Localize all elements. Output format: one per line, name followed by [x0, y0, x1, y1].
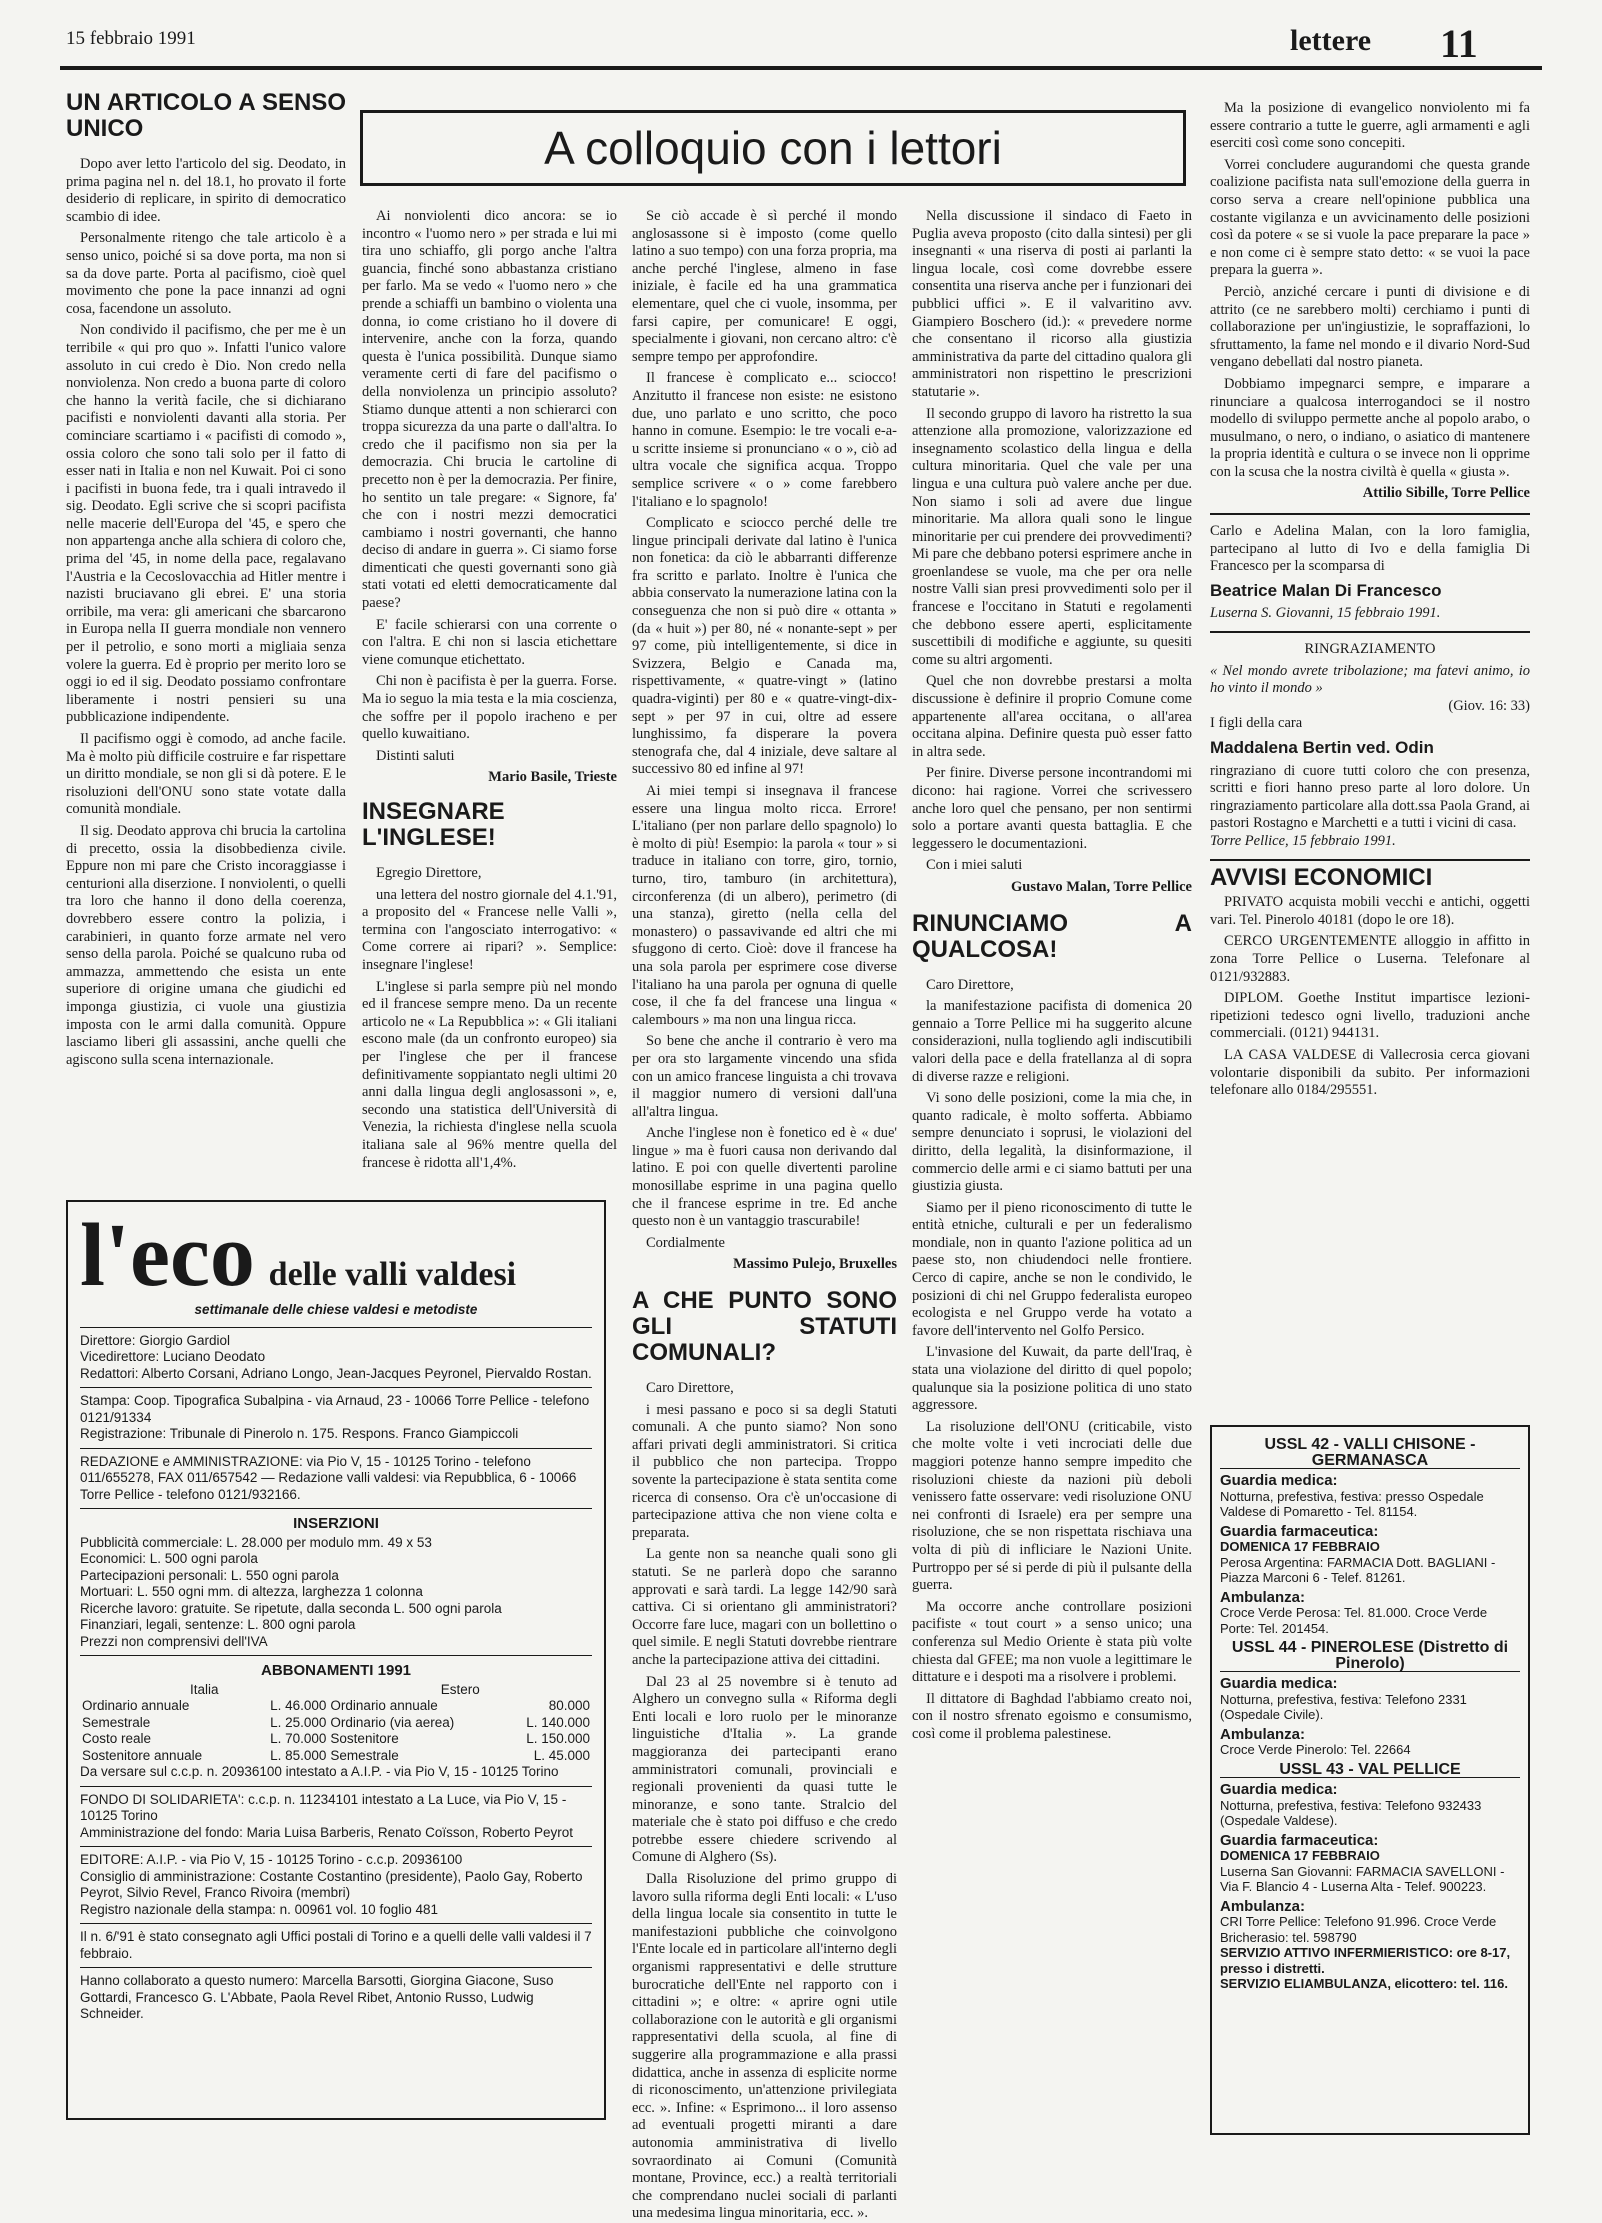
paragraph: L'invasione del Kuwait, da parte dell'Iraq, è stata una violazione del diritto di quel popolo; qualunque sia la posizione politica di uno stato aggressore.	[912, 1344, 1192, 1414]
ringraziamento-intro: I figli della cara	[1210, 715, 1303, 732]
lutto-name: Beatrice Malan Di Francesco	[1210, 580, 1442, 600]
table-cell: L. 85.000	[270, 1747, 327, 1763]
table-cell: Ordinario annuale	[82, 1698, 190, 1713]
abbonamenti-estero-header: Estero	[440, 1681, 480, 1697]
article-column-2	[362, 208, 617, 1171]
paragraph: Chi non è pacifista è per la guerra. Forse. Ma io seguo la mia testa e la mia coscienza, che soffre per il popolo iracheno e per quello kuwaitiano.	[362, 673, 617, 743]
paragraph: Personalmente ritengo che tale articolo è a senso unico, poiché si sa dove porta, ma non si sa da dove parte. Porta al pacifismo, cioè quel movimento che pone la pace innanzi ad ogni cosa, facendone un assoluto.	[66, 230, 346, 317]
eco-subtitle: settimanale delle chiese valdesi e metodiste	[194, 1302, 478, 1317]
paragraph: Siamo per il pieno riconoscimento di tutte le entità etniche, culturali e per un federalismo mondiale, non in quanto l'azione politica ad un paese sto, non chiudendoci nelle frontiere. Cerco di capire, anche se non le condivido, le posizioni di chi nel Gruppo federalista europeo ecologista e nel Gruppo verde ha votato a favore dell'intervento nel Golfo Persico.	[912, 1199, 1192, 1339]
paragraph: L'inglese si parla sempre più nel mondo ed il francese sempre meno. Da un recente articolo ne « La Repubblica »: « Gli italiani escono male (da un confronto europeo) sia per l'inglese che per il francese definitivamente soppiantato negli ultimi 20 anni dalla lingua degli anglosassoni », e, secondo una statistica dell'Università di Venezia, la richiesta d'inglese nella scuola italiana sale al 96% mentre quella del francese è ridotta all'1,4%.	[362, 978, 617, 1171]
paragraph: Il pacifismo oggi è comodo, ad anche facile. Ma è molto più difficile costruire e far rispettare un diritto mondiale, se non gli si dà potere. E le risoluzioni dell'ONU sono state votate dalla comunità mondiale.	[66, 731, 346, 818]
eco-consiglio: Consiglio di amministrazione: Costante Costantino (presidente), Paolo Gay, Roberto Peyrot, Silvio Revel, Franco Rivoira (membri)	[80, 1868, 583, 1900]
eco-masthead-box	[66, 1200, 606, 2120]
paragraph: Ma la posizione di evangelico nonviolento mi fa essere contrario a tutte le guerre, agli armamenti e agli eserciti così come sono concepiti.	[1210, 100, 1530, 152]
paragraph: Dalla Risoluzione del primo gruppo di lavoro sulla riforma degli Enti locali: « L'uso della lingua locale sia consentito in tutte le manifestazioni pubbliche che coinvolgono l'Ente locale ed in particolare all'interno degli organismi rappresentativi e delle strutture burocratiche dell'Ente nel rapporto con i cittadini »; e oltre: « aprire ogni utile collaborazione con le autorità e gli organismi rappresentativi della scuola, al fine di suggerire alla programmazione e alla prassi didattica, anche in assenza di esplicite norme di riconoscimento, un'attenzione privilegiata ecc. ». Infine: « Esprimono... il loro assenso ad eventuali progetti miranti a dare autonomia amministrativa di livello sovraordinato ai Comuni (Comunità montane, Province, ecc.) a realtà territoriali che comprendano nuclei sociali di parlanti una medesima lingua minoritaria, ecc. ».	[632, 1871, 897, 2222]
eco-staff-line: Vicedirettore: Luciano Deodato	[80, 1349, 266, 1364]
ussl-entry: Ambulanza:	[1220, 1725, 1306, 1743]
divider	[1210, 513, 1530, 515]
eco-stampa-line: Stampa: Coop. Tipografica Subalpina - via Arnaud, 23 - 10066 Torre Pellice - telefono 0121/91334	[80, 1393, 590, 1425]
paragraph: Nella discussione il sindaco di Faeto in Puglia aveva proposto (cito dalla sintesi) per gli insegnanti « una riserva di posti ai parlanti la lingua locale, così come dovrebbe essere consentita una riserva anche per i funzionari dei pubblici uffici ». E il valvaritino avv. Giampiero Boschero (id.): « prevedere norme che consentano il ricorso alla giustizia amministrativa da parte del cittadino qualora gli amministratori non rispettino le prescrizioni statutarie ».	[912, 208, 1192, 400]
eco-collaborato: Hanno collaborato a questo numero: Marcella Barsotti, Giorgina Giacone, Suso Gottardi, Francesco G. L'Abbate, Paola Revel Ribet, Antonio Russo, Ludwig Schneider.	[80, 1967, 592, 2028]
table-cell: Ordinario annuale	[330, 1698, 438, 1713]
table-row	[80, 1698, 592, 1715]
ringraziamento-place-date: Torre Pellice, 15 febbraio 1991.	[1210, 832, 1396, 849]
table-cell: Semestrale	[330, 1747, 399, 1763]
ussl-entry: Guardia medica:	[1220, 1675, 1338, 1692]
salutation: Egregio Direttore,	[376, 865, 482, 881]
avviso-item: DIPLOM. Goethe Institut impartisce lezioni-ripetizioni tedesco ogni livello, traduzioni anche commerciali. (0121) 944131.	[1210, 990, 1530, 1042]
table-cell: L. 140.000	[526, 1714, 590, 1730]
eco-inserzioni	[80, 1508, 592, 1655]
ussl-entry: DOMENICA 17 FEBBRAIO	[1220, 1848, 1380, 1863]
lutto-notice	[1210, 523, 1530, 623]
article-title-statuti: A CHE PUNTO SONO GLI STATUTI COMUNALI?	[632, 1287, 897, 1367]
salutation: Caro Direttore,	[646, 1380, 734, 1397]
paragraph: Complicato e sciocco perché delle tre lingue principali derivate dal latino è l'unica non fonetica: da ciò le abbarranti differenze fra scritto e parlato. Inoltre è l'unica che abbia conservato la numerazione latina con la conseguenza che non si può dire « ottanta » (da « huit ») per 80, né « nonante-sept » per 97 come, più intelligentemente, si dice in Svizzera, Belgio e Canada ma, rispettivamente, « quatre-vingt » (latino quadra-viginti) per 80 e « quatre-vingt-dix-sept » per 97 in cui, oltre ad essere lunghissimo, fa disperare la povera stenografa che, dal 4 iniziale, deve saltare al successivo 80 ed infine al 97!	[632, 515, 897, 778]
paragraph: Il sig. Deodato approva chi brucia la cartolina di precetto, ossia la disobbedienza civile. Eppure non mi pare che Cristo incoraggiasse i centurioni alla diserzione. I nonviolenti, o quelli tra loro che hanno il dono della coerenza, dovrebbero essere contro la polizia, i carabinieri, in quanto forze armate nel vero senso della parola. Poiché se qualcuno ruba od ammazza, ammettendo che esista un ente superiore di origine umana che giudichi ed imponga giustizia, ci vuole una giustizia imposta con le armi dalla comunità. Oppure lasciamo liberi gli assassini, anche quelli che agiscono sulla scena internazionale.	[66, 822, 346, 1068]
eco-inserzione: Pubblicità commerciale: L. 28.000 per modulo mm. 49 x 53	[80, 1534, 432, 1550]
eco-abbonamenti	[80, 1655, 592, 1786]
section-banner: A colloquio con i lettori	[360, 110, 1186, 186]
paragraph: Distinti saluti	[376, 747, 455, 764]
paragraph: Dobbiamo impegnarci sempre, e imparare a rinunciare a qualcosa interrogandoci se il nostro modello di sviluppo permette anche al popolo arabo, o musulmano, o nero, o indiano, o asiatico di mantenere la propria identità e cultura o se invece non li opprime con la scusa che la nostra civiltà è quella « giusta ».	[1210, 375, 1530, 480]
ussl-entry: Ambulanza:	[1220, 1588, 1306, 1606]
ussl-box	[1210, 1425, 1530, 2135]
table-row	[80, 1748, 592, 1765]
paragraph: Dopo aver letto l'articolo del sig. Deodato, in prima pagina nel n. del 18.1, ho provato il forte desiderio di replicare, in spirito di democratico scambio di idee.	[66, 156, 346, 225]
table-cell: L. 70.000	[270, 1731, 327, 1746]
paragraph: So bene che anche il contrario è vero ma per ora sto largamente vincendo una sfida con un amico francese linguista a chi trovava il maggior numero di versioni dall'una all'altra lingua.	[632, 1033, 897, 1120]
paragraph: Vorrei concludere augurandomi che questa grande coalizione pacifista nata sull'emozione della guerra in corso serva a creare nell'opinione pubblica una costante vigilanza e un avvicinamento delle posizioni così da potere « se si vuole la pace preparare la pace » e non come ci è sempre stato detto: « se vuoi la pace prepara la guerra ».	[1210, 156, 1530, 279]
avviso-item: PRIVATO acquista mobili vecchi e antichi, oggetti vari. Tel. Pinerolo 40181 (dopo le ore 18).	[1210, 894, 1530, 928]
paragraph: Con i miei saluti	[926, 857, 1023, 874]
paragraph: La risoluzione dell'ONU (criticabile, visto che molte volte i veti incrociati delle due maggiori potenze hanno sempre impedito che risoluzioni chieste da nazioni più deboli venissero fatte osservare: vedi risoluzione ONU nei confronti di Israele) era per sempre una risoluzione, che se non rispettata rischiava una volta di più di infliciare le Nazioni Unite. Purtroppo per sé si perde di più il pulsante della guerra.	[912, 1418, 1192, 1594]
paragraph: Ai nonviolenti dico ancora: se io incontro « l'uomo nero » per strada e lui mi tira uno schiaffo, gli porgo anche l'altra guancia, finché sono abbastanza cristiano per farlo. Ma se vedo « l'uomo nero » che prende a schiaffi un bambino o violenta una donna, io come cristiano ho il dovere di intervenire, anche con la forza, quando questa è l'unica possibilità. Dunque siamo veramente certi di fare del pacifismo o della nonviolenza un principio assoluto? Stiamo dunque attenti a non schierarci con troppa sicurezza da una parte o dall'altra. Io credo che il pacifismo non sia per la democrazia. Chi brucia le cartoline di precetto non è per la democrazia. Per finire, ho sentito un tale pregare: « Signore, fa' che con i nostri mezzi democratici cambiamo i nostri governanti, che hanno deciso di andare in guerra ». Ci siamo forse dimenticati che questi governanti sono già stati votati ed eletti democraticamente dal paese?	[362, 208, 617, 612]
eco-inserzione: Partecipazioni personali: L. 550 ogni parola	[80, 1567, 339, 1583]
eco-stampa	[80, 1387, 592, 1448]
ussl-entry: Perosa Argentina: FARMACIA Dott. BAGLIANI - Piazza Marconi 6 - Telef. 81261.	[1220, 1554, 1496, 1585]
avviso-item: CERCO URGENTEMENTE alloggio in affitto in zona Torre Pellice o Luserna. Telefonare al 0121/932883.	[1210, 933, 1530, 985]
signature-inglese: Massimo Pulejo, Bruxelles	[733, 1256, 897, 1273]
eco-inserzione: Ricerche lavoro: gratuite. Se ripetute, dalla seconda L. 500 ogni parola	[80, 1600, 502, 1616]
ussl-entry: Ambulanza:	[1220, 1897, 1306, 1915]
signature-articolo: Mario Basile, Trieste	[488, 769, 617, 786]
ussl-entry: Guardia medica:	[1220, 1781, 1338, 1798]
section-title: lettere	[1290, 24, 1372, 57]
eco-abbonamenti-title: ABBONAMENTI 1991	[260, 1662, 412, 1679]
avviso-item: LA CASA VALDESE di Vallecrosia cerca giovani volontarie disponibili da subito. Per informazioni telefonare allo 0184/295551.	[1210, 1046, 1530, 1099]
divider	[1210, 631, 1530, 633]
paragraph: Vi sono delle posizioni, come la mia che, in quanto radicale, è molto sofferta. Abbiamo sempre denunciato i soprusi, le violazioni del diritto, della legalità, la disinformazione, il commercio delle armi e ci siamo battuti per una giustizia giusta.	[912, 1090, 1192, 1195]
article-column-1	[66, 90, 346, 1180]
eco-staff	[80, 1327, 592, 1388]
table-cell: Ordinario (via aerea)	[330, 1714, 455, 1730]
signature-rinunciamo: Attilio Sibille, Torre Pellice	[1362, 485, 1530, 502]
eco-fondo-amm: Amministrazione del fondo: Maria Luisa Barberis, Renato Coïsson, Roberto Peyrot	[80, 1824, 573, 1840]
ussl-entry: Guardia farmaceutica:	[1220, 1831, 1379, 1849]
table-cell: Sostenitore annuale	[82, 1747, 203, 1763]
eco-consegna: Il n. 6/'91 è stato consegnato agli Uffici postali di Torino e a quelli delle valli valdesi il 7 febbraio.	[80, 1923, 592, 1967]
paragraph: Per finire. Diverse persone incontrandomi mi dicono: hai ragione. Vorrei che scrivessero anche loro quel che pensano, per non sentirmi solo a portare avanti questa battaglia. E che leggessero le documentazioni.	[912, 765, 1192, 852]
article-column-3	[632, 208, 897, 2222]
table-row	[80, 1731, 592, 1748]
ussl-entry: Guardia medica:	[1220, 1472, 1338, 1489]
abbonamenti-table	[80, 1682, 592, 1765]
article-column-5	[1210, 100, 1530, 1410]
ussl-entry: Croce Verde Perosa: Tel. 81.000. Croce Verde Porte: Tel. 201454.	[1220, 1605, 1488, 1636]
eco-staff-line: Direttore: Giorgio Gardiol	[80, 1332, 231, 1348]
eco-inserzione: Mortuari: L. 550 ogni mm. di altezza, larghezza 1 colonna	[80, 1584, 423, 1599]
paragraph: Il francese è complicato e... sciocco! Anzitutto il francese non esiste: ne esistono due, uno parlato e uno scritto, che poco hanno in comune. Esempio: le tre vocali e-a-u scritte insieme si pronunciano « o », ciò ad ultra vocale che significa acqua. Troppo semplice scrivere « o » come farebbero l'italiano e lo spagnolo!	[632, 370, 897, 510]
eco-registrazione-line: Registrazione: Tribunale di Pinerolo n. 175. Respons. Franco Giampiccoli	[80, 1426, 519, 1441]
ussl-entry: Notturna, prefestiva, festiva: presso Ospedale Valdese di Pomaretto - Tel. 81154.	[1220, 1488, 1484, 1519]
eco-fondo	[80, 1786, 592, 1847]
ringraziamento-notice	[1210, 641, 1530, 851]
eco-logo: l'eco	[80, 1206, 255, 1305]
eco-staff-line: Redattori: Alberto Corsani, Adriano Longo, Jean-Jacques Peyronel, Piervaldo Rostan.	[80, 1365, 592, 1381]
ussl-entry: Notturna, prefestiva, festiva: Telefono 932433 (Ospedale Valdese).	[1220, 1797, 1482, 1828]
eco-inserzioni-title: INSERZIONI	[293, 1515, 379, 1532]
ussl-title: USSL 43 - VAL PELLICE	[1220, 1762, 1520, 1779]
table-cell: L. 25.000	[270, 1714, 327, 1730]
paragraph: i mesi passano e poco si sa degli Statuti comunali. A che punto siamo? Non sono affari privati degli amministratori. Si critica il pubblico che non partecipa. Troppo sovente la partecipazione è stata sentita come ricerca di consenso. Ora c'è un'occasione di partecipazione attiva che non viene colta e preparata.	[632, 1401, 897, 1541]
lutto-text: Carlo e Adelina Malan, con la loro famiglia, partecipano al lutto di Ivo e della famiglia Di Francesco per la scomparsa di	[1210, 523, 1530, 575]
eco-redazione: REDAZIONE e AMMINISTRAZIONE: via Pio V, 15 - 10125 Torino - telefono 011/655278, FAX 011/657542 — Redazione valli valdesi: via Repubblica, 6 - 10066 Torre Pellice - telefono 0121/932166.	[80, 1448, 592, 1509]
salutation: Caro Direttore,	[926, 976, 1014, 993]
paragraph: Il dittatore di Baghdad l'abbiamo creato noi, con il nostro sfrenato egoismo e consumismo, così come il problema palestinese.	[912, 1690, 1192, 1742]
article-title-articolo: UN ARTICOLO A SENSO UNICO	[66, 89, 346, 142]
article-title-rinunciamo: RINUNCIAMO A QUALCOSA!	[912, 909, 1192, 963]
eco-editore-line: EDITORE: A.I.P. - via Pio V, 15 - 10125 Torino - c.c.p. 20936100	[80, 1852, 463, 1867]
paragraph: Quel che non dovrebbe prestarsi a molta discussione è definire il proprio Comune come appartenente all'area occitana, o all'area occitana alpina. Definire questa può esser fatto in altra sede.	[912, 673, 1192, 760]
table-row	[80, 1682, 592, 1699]
lutto-place-date: Luserna S. Giovanni, 15 febbraio 1991.	[1210, 605, 1441, 622]
table-cell: Sostenitore	[330, 1731, 399, 1746]
abbonamenti-italia-header: Italia	[189, 1681, 219, 1697]
article-column-4	[912, 208, 1192, 2168]
paragraph: Anche l'inglese non è fonetico ed è « due' lingue » ma è fuori causa non derivando dal latino. E poi con quelle divertenti paroline monosillabe esprime in una pagina quello che il francese esprime in tre. Ed anche questo non è un vantaggio trascurabile!	[632, 1125, 897, 1230]
ussl-entry: DOMENICA 17 FEBBRAIO	[1220, 1539, 1380, 1554]
ussl-entry: SERVIZIO ATTIVO INFERMIERISTICO: ore 8-17, presso i distretti.	[1220, 1945, 1511, 1976]
eco-editore	[80, 1846, 592, 1923]
paragraph: Ai miei tempi si insegnava il francese essere una lingua molto ricca. Errore! L'italiano (per non parlare dello spagnolo) lo è molto di più! Esempio: la parola « tour » si traduce in italiano con torre, giro, tornio, turno, tiro, tamburo (in architettura), circonferenza (di un albero), perimetro (di una stanza), giretto (nella cella del monastero) o passavivande ed altri che mi sfuggono di certo. Cioè: dove il francese ha una sola parola per esprimere cose diverse l'italiano ha una parola per ognuna di quelle cose, il che fa del francese una lingua « calembours » ma non una lingua ricca.	[632, 783, 897, 1028]
signature-statuti: Gustavo Malan, Torre Pellice	[1011, 878, 1192, 895]
ringraziamento-name: Maddalena Bertin ved. Odin	[1210, 738, 1434, 757]
ringraziamento-quote: « Nel mondo avrete tribolazione; ma fatevi animo, io ho vinto il mondo »	[1210, 662, 1530, 697]
ussl-entry: CRI Torre Pellice: Telefono 91.996. Croce Verde Bricherasio: tel. 598790	[1220, 1914, 1497, 1945]
eco-fondo-line: FONDO DI SOLIDARIETA': c.c.p. n. 11234101 intestato a La Luce, via Pio V, 15 - 10125 Torino	[80, 1791, 567, 1823]
ussl-entry: Notturna, prefestiva, festiva: Telefono 2331 (Ospedale Civile).	[1220, 1691, 1467, 1722]
page-date: 15 febbraio 1991	[66, 28, 196, 49]
ussl-entry: Croce Verde Pinerolo: Tel. 22664	[1220, 1742, 1411, 1757]
eco-inserzione: Economici: L. 500 ogni parola	[80, 1551, 258, 1566]
paragraph: Perciò, anziché cercare i punti di divisione e di attrito (ce ne sarebbero molti) cerchiamo i punti di collaborazione per un'ingiustizie, le sopraffazioni, lo sfruttamento, la fame nel mondo e il divario Nord-Sud vengano debellati dal nostro pianeta.	[1210, 283, 1530, 371]
paragraph: una lettera del nostro giornale del 4.1.'91, a proposito del « Francese nelle Valli », termina con l'angosciato interrogativo: « Come correre ai ripari? ». Semplice: insegnare l'inglese!	[362, 886, 617, 973]
table-cell: Costo reale	[82, 1731, 152, 1746]
paragraph: Se ciò accade è sì perché il mondo anglosassone si è imposto (come quello latino a suo tempo) con una forza propria, ma anche perché l'inglese, almeno in fase iniziale, è facile ed ha una grammatica elementare, quel che ci vuole, insomma, per farsi capire, per comunicare! E oggi, specialmente i giovani, non cercano altro: c'è sempre tempo per approfondire.	[632, 208, 897, 365]
ussl-title: USSL 44 - PINEROLESE (Distretto di Pinerolo)	[1220, 1640, 1520, 1672]
table-cell: L. 46.000	[270, 1698, 327, 1713]
paragraph: Cordialmente	[646, 1234, 725, 1251]
header-rule	[60, 66, 1542, 70]
eco-inserzione: Finanziari, legali, sentenze: L. 800 ogni parola	[80, 1617, 356, 1632]
ussl-entry: Guardia farmaceutica:	[1220, 1522, 1379, 1540]
ussl-title: USSL 42 - VALLI CHISONE - GERMANASCA	[1220, 1437, 1520, 1469]
ringraziamento-text: ringraziano di cuore tutti coloro che con presenza, scritti e fiori hanno preso parte al loro dolore. Un ringraziamento particolare alla dott.ssa Paola Grand, ai pastori Rostagno e Marchetti e a tutti i vicini di casa.	[1210, 762, 1530, 832]
table-cell: Semestrale	[82, 1714, 151, 1730]
ussl-entry: SERVIZIO ELIAMBULANZA, elicottero: tel. 116.	[1220, 1976, 1508, 1991]
eco-logo-row	[80, 1206, 592, 1305]
ussl-entry: Luserna San Giovanni: FARMACIA SAVELLONI - Via F. Blancio 4 - Luserna Alta - Telef. 900223.	[1220, 1863, 1505, 1894]
table-cell: 80.000	[548, 1698, 590, 1713]
eco-registro: Registro nazionale della stampa: n. 00961 vol. 10 foglio 481	[80, 1901, 438, 1917]
table-row	[80, 1715, 592, 1732]
avvisi-heading: AVVISI ECONOMICI	[1210, 863, 1433, 891]
ringraziamento-heading: RINGRAZIAMENTO	[1304, 641, 1436, 658]
divider	[1210, 859, 1530, 861]
paragraph: Dal 23 al 25 novembre si è tenuto ad Alghero un convegno sulla « Riforma degli Enti locali e loro ruolo per le minoranze linguistiche d'Italia ». La grande maggioranza dei partecipanti erano amministratori comunali, provinciali e regionali provenienti da quasi tutte le minoranze, e sono tante. Stralcio del materiale che è stato poi diffuso e che credo potrebbe essere chiedere scrivendo al Comune di Alghero (Ss).	[632, 1673, 897, 1866]
eco-inserzione: Prezzi non comprensivi dell'IVA	[80, 1633, 268, 1649]
paragraph: la manifestazione pacifista di domenica 20 gennaio a Torre Pellice mi ha suggerito alcune considerazioni, nulla togliendo agli indiscutibili valori della pace e della fratellanza al di sopra di diverse razze e religioni.	[912, 998, 1192, 1085]
article-title-inglese: INSEGNARE L'INGLESE!	[362, 798, 505, 851]
eco-versamento: Da versare sul c.c.p. n. 20936100 intestato a A.I.P. - via Pio V, 15 - 10125 Torino	[80, 1764, 559, 1779]
table-cell: L. 45.000	[533, 1747, 590, 1763]
paragraph: E' facile schierarsi con una corrente o con l'altra. E chi non si lascia etichettare viene comunque etichettato.	[362, 616, 617, 668]
paragraph: Il secondo gruppo di lavoro ha ristretto la sua attenzione alla promozione, valorizzazione ed insegnamento scolastico della lingua e della cultura minoritaria. Quel che vale per una lingua e una cultura può valere anche per due. Non siamo i soli ad avere due lingue minoritarie. Ma allora quali sono le lingue minoritarie per cui prendere dei provvedimenti? Mi pare che debbano potersi esprimere anche in groenlandese se vuole, ma che per ora nelle nostre Valli sian presi provvedimenti solo per il francese e l'occitano in Statuti e regolamenti che debbono essere aperti, esplicitamente suscettibili di modifiche e aggiunte, su quesiti come su altri argomenti.	[912, 405, 1192, 668]
paragraph: Ma occorre anche controllare posizioni pacifiste « tout court » a senso unico; una conferenza sul Medio Oriente è stata più volte chiesta dal GFEE; ma non vuole a legittimare le dittature e i despoti ma a risolvere i problemi.	[912, 1598, 1192, 1686]
eco-name: delle valli valdesi	[268, 1256, 517, 1293]
paragraph: La gente non sa neanche quali sono gli statuti. Se ne parlerà dopo che saranno approvati e sarà tardi. La legge 142/90 sarà cattiva. Ci si orientano gli amministratori? Occorre fare luce, magari con un bollettino o quel simile. E negli Statuti dovrebbe rientrare anche la partecipazione attiva dei cittadini.	[632, 1546, 897, 1668]
paragraph: Non condivido il pacifismo, che per me è un terribile « qui pro quo ». Infatti l'unico valore assoluto in cui credo è Dio. Non credo nella nonviolenza. Non credo a buona parte di coloro che hanno la verità facile, che si dichiarano pacifisti e nonviolenti davanti alla storia. Per cominciare scartiamo i « pacifisti di comodo », ossia coloro che sono tali solo per il fatto di esser nati in Italia e non nel Kuwait. Poi ci sono i pacifisti in buona fede, tra i quali intravedo il sig. Deodato. Egli scrive che si scopri pacifista nelle macerie dell'Europa del '45, e spero che non appartenga anche alla schiera di coloro che, prima del '45, in nome della pace, regalavano l'Austria e la Cecoslovacchia ad Hitler mentre i nazisti bruciavano gli ebrei. E' una storia orribile, ma vera: gli americani che sbarcarono in Europa nella II guerra mondiale non vennero per il petrolio, e sono morti a migliaia senza volere la guerra. Ed è proprio per merito loro se oggi io ed il sig. Deodato possiamo confrontare liberamente i nostri pensieri su una pubblicazione indipendente.	[66, 322, 346, 726]
ringraziamento-ref: (Giov. 16: 33)	[1448, 697, 1530, 714]
page-number: 11	[1440, 21, 1478, 66]
table-cell: L. 150.000	[526, 1731, 590, 1746]
